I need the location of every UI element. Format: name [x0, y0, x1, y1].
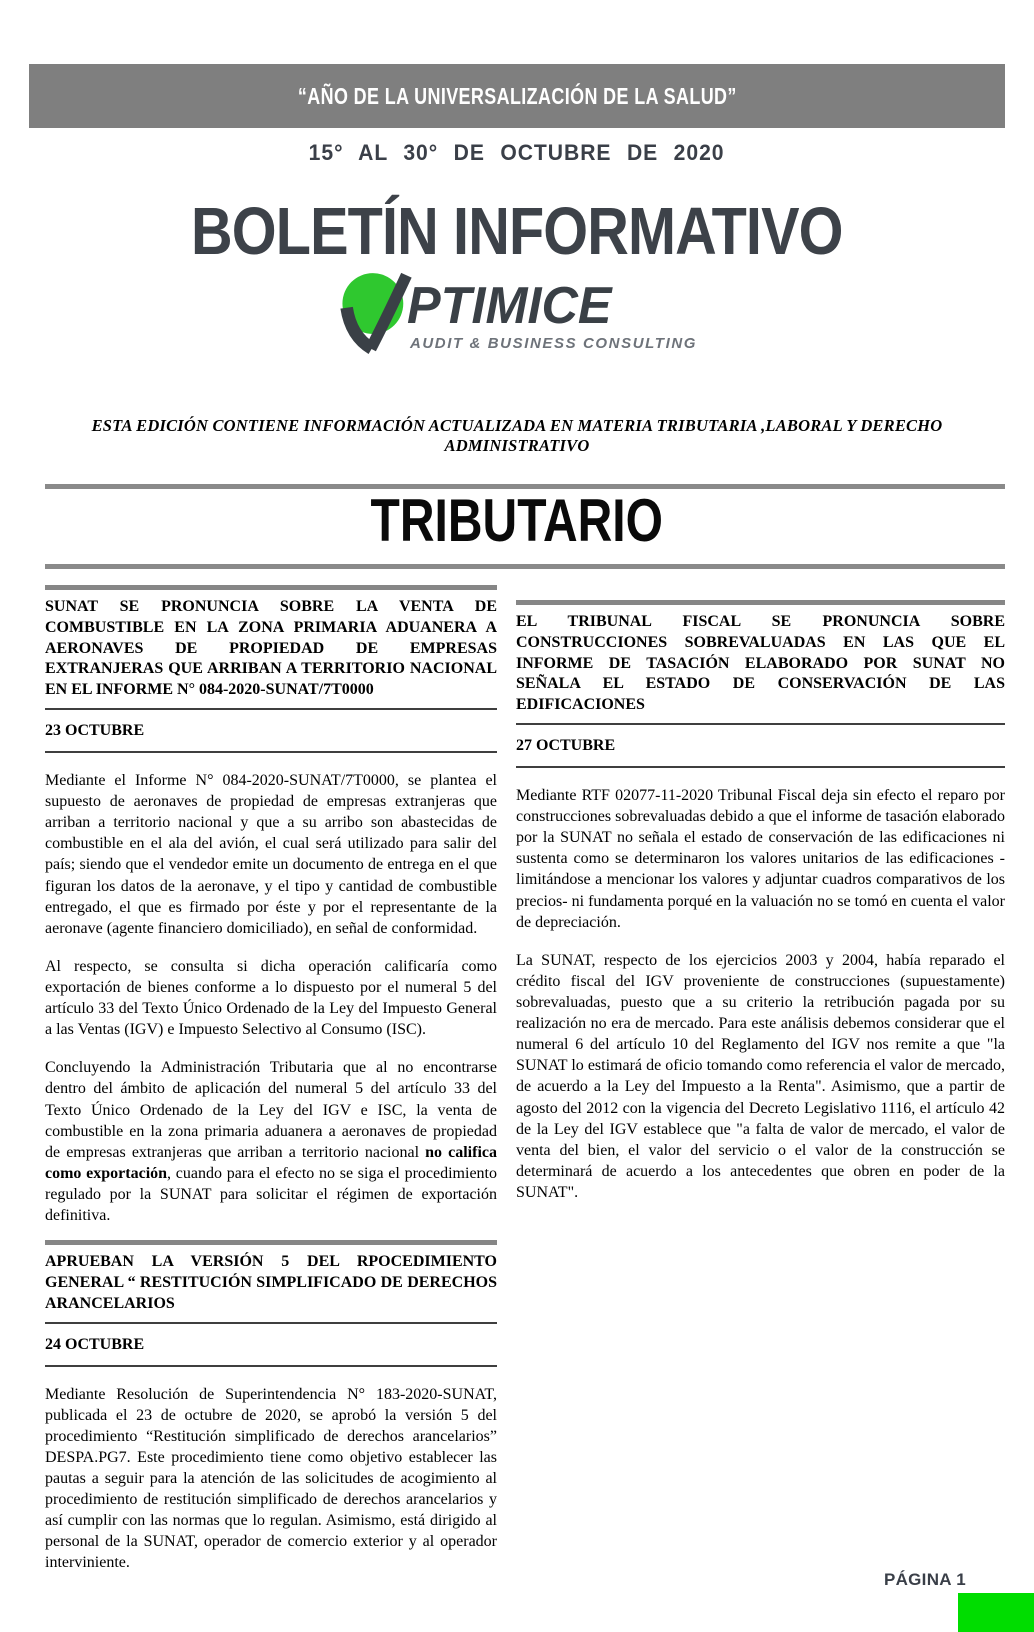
article-top-bar	[516, 600, 1005, 605]
article-divider	[516, 723, 1005, 725]
article-divider	[45, 1322, 497, 1324]
article-headline: EL TRIBUNAL FISCAL SE PRONUNCIA SOBRE CONSTRUCCIONES SOBREVALUADAS EN LAS QUE EL INFORME DE TASACIÓN ELABORADO POR SUNAT NO SEÑALA EL ESTADO DE CONSERVACIÓN DE LAS EDIFICACIONES	[516, 613, 1005, 714]
article-headline: SUNAT SE PRONUNCIA SOBRE LA VENTA DE COMBUSTIBLE EN LA ZONA PRIMARIA ADUANERA A AERONAVES DE PROPIEDAD DE EMPRESAS EXTRANJERAS QUE ARRIBAN A TERRITORIO NACIONAL EN EL INFORME N° 084-2020-SUNAT/7T0000	[45, 598, 497, 699]
content-columns	[45, 585, 1005, 1574]
article-divider	[45, 751, 497, 753]
section-rule-bottom	[45, 564, 1005, 569]
article-divider	[516, 766, 1005, 768]
article-paragraph: La SUNAT, respecto de los ejercicios 2003 y 2004, había reparado el crédito fiscal del IGV proveniente de construcciones (supuestamente) sobrevaluadas, puesto que a su criterio la retribución pagada por su realización no era de mercado. Para este análisis debemos considerar que el numeral 6 del artículo 10 del Reglamento del IGV nos remite a que "la SUNAT lo estimará de oficio tomando como referencia el valor de mercado, de acuerdo a la Ley del Impuesto a la Renta". Asimismo, que a partir de agosto del 2012 con la vigencia del Decreto Legislativo 1116, el artículo 42 de la Ley del IGV establece que "a falta de valor de mercado, el valor de venta del bien, el valor del servicio o el valor de la construcción se determinará de acuerdo a los antecedentes que obren en poder de la SUNAT".	[516, 951, 1005, 1201]
banner-text: “AÑO DE LA UNIVERSALIZACIÓN DE LA SALUD”	[297, 82, 737, 109]
article-divider	[45, 708, 497, 710]
check-circle-icon	[337, 270, 415, 356]
date-range-text: 15° AL 30° DE OCTUBRE DE 2020	[309, 140, 725, 165]
optimice-logo	[0, 270, 1034, 356]
article-date: 23 OCTUBRE	[45, 721, 145, 739]
highlighted-phrase: no califica como exportación	[45, 1143, 497, 1182]
logo-brand-text: PTIMICE	[406, 277, 612, 335]
article-top-bar	[45, 585, 497, 590]
green-corner-block	[958, 1593, 1034, 1632]
article-paragraph: Mediante RTF 02077-11-2020 Tribunal Fiscal deja sin efecto el reparo por construcciones sobrevaluadas debido a que el informe de tasación elaborado por la SUNAT no señala el estado de conservación de las edificaciones ni sustenta como se determinaron los valores unitarios de las edificaciones -limitándose a mencionar los valores y adjuntar cuadros comparativos de los precios- ni fundamenta porqué en la valuación no se tomó en cuenta el valor de depreciación.	[516, 786, 1005, 931]
left-column	[45, 585, 497, 1574]
article-sunat-combustible	[45, 585, 497, 1226]
page-number-label: PÁGINA 1	[883, 1570, 966, 1589]
page-title: BOLETÍN INFORMATIVO	[191, 194, 843, 269]
article-paragraph: Al respecto, se consulta si dicha operación calificaría como exportación de bienes conforme a lo dispuesto por el numeral 5 del artículo 33 del Texto Único Ordenado de la Ley del Impuesto General a las Ventas (IGV) e Impuesto Selectivo al Consumo (ISC).	[45, 957, 497, 1039]
edition-note: ESTA EDICIÓN CONTIENE INFORMACIÓN ACTUALIZADA EN MATERIA TRIBUTARIA ,LABORAL Y DERECHO ADMINISTRATIVO	[91, 416, 943, 455]
article-date: 24 OCTUBRE	[45, 1335, 145, 1353]
article-divider	[45, 1365, 497, 1367]
section-title: TRIBUTARIO	[370, 487, 664, 554]
date-range	[0, 140, 1034, 166]
right-column	[516, 600, 1005, 1203]
article-restitucion-arancelarios	[45, 1240, 497, 1573]
logo-tagline: AUDIT & BUSINESS CONSULTING	[409, 335, 698, 352]
header-banner	[29, 64, 1005, 128]
article-paragraph: Mediante Resolución de Superintendencia N° 183-2020-SUNAT, publicada el 23 de octubre de 2020, se aprobó la versión 5 del procedimiento “Restitución simplificado de derechos arancelarios” DESPA.PG7. Este procedimiento tiene como objetivo establecer las pautas a seguir para la atención de las solicitudes de acogimiento al procedimiento de restitución simplificado de derechos arancelarios y así cumplir con las normas que lo regulan. Asimismo, está dirigido al personal de la SUNAT, operador de comercio exterior y al operador interviniente.	[45, 1385, 497, 1572]
article-headline: APRUEBAN LA VERSIÓN 5 DEL RPOCEDIMIENTO GENERAL “ RESTITUCIÓN SIMPLIFICADO DE DERECHOS ARANCELARIOS	[45, 1253, 497, 1312]
article-paragraph: Concluyendo la Administración Tributaria que al no encontrarse dentro del ámbito de aplicación del numeral 5 del artículo 33 del Texto Único Ordenado de la Ley del IGV e ISC, la venta de combustible en la zona primaria aduanera a aeronaves de propiedad de empresas extranjeras que arriban a territorio nacional no califica como exportación, cuando para el efecto no se siga el procedimiento regulado por la SUNAT para solicitar el régimen de exportación definitiva.	[45, 1059, 497, 1225]
article-tribunal-fiscal	[516, 600, 1005, 1203]
article-paragraph: Mediante el Informe N° 084-2020-SUNAT/7T0000, se plantea el supuesto de aeronaves de propiedad de empresas extranjeras que arriban a territorio nacional y que a su arribo son abastecidas de combustible en el ala del avión, el cual será utilizado para salir del país; siendo que el vendedor emite un documento de entrega en el que figuran los datos de la aeronave, y el tipo y cantidad de combustible entregado, el que es firmado por éste y por el representante de la aeronave (agente financiero domiciliado), en señal de conformidad.	[45, 771, 497, 937]
article-top-bar	[45, 1240, 497, 1245]
article-date: 27 OCTUBRE	[516, 736, 616, 754]
